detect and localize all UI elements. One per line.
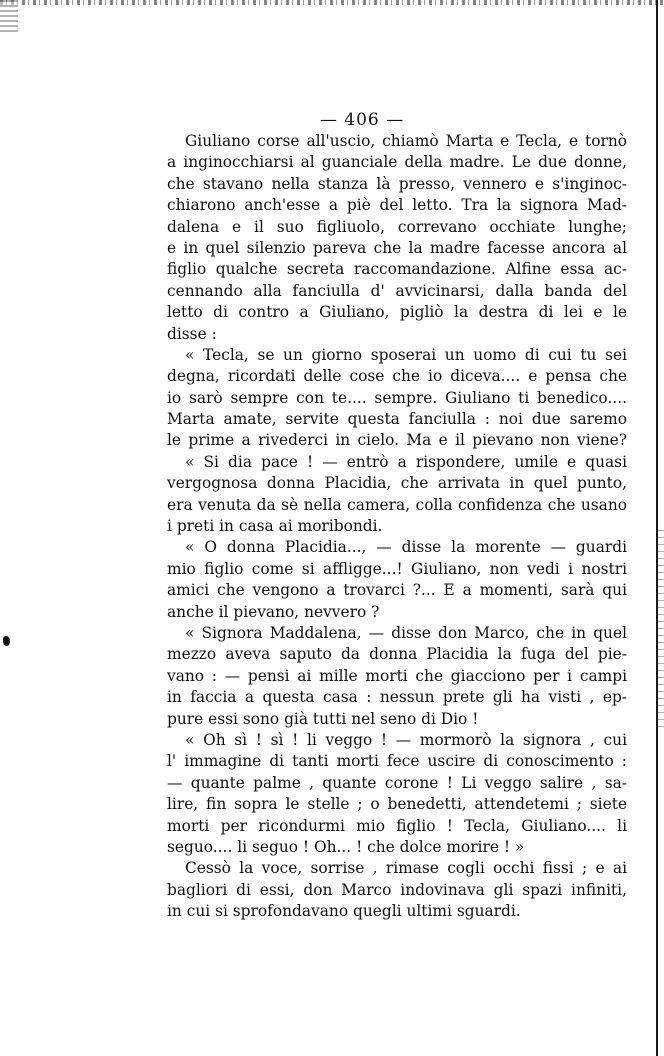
text-line: dalena e il suo figliuolo, correvano occhiate lunghe; (167, 217, 627, 236)
text-line: disse : (167, 324, 217, 343)
text-line: pure essi sono già tutti nel seno di Dio ! (167, 709, 479, 728)
text-line: cennando alla fanciulla d' avvicinarsi, dalla banda del (167, 281, 627, 300)
text-line: Marta amate, servite questa fanciulla : noi due saremo (167, 410, 627, 429)
scan-right-strip-artifact (658, 530, 664, 730)
text-line: Cessò la voce, sorrise , rimase cogli occhi fissi ; e ai (185, 859, 627, 878)
text-line: « Si dia pace ! — entrò a rispondere, umile e quasi (185, 452, 627, 471)
text-line: e in quel silenzio pareva che la madre facesse ancora al (167, 238, 627, 257)
text-line: bagliori di essi, don Marco indovinava gli spazi infiniti, (167, 880, 627, 899)
text-line: vano : — pensi ai mille morti che giacciono per i campi (167, 666, 627, 685)
page-number: — 406 — (319, 110, 405, 130)
text-line: che stavano nella stanza là presso, vennero e s'inginoc- (167, 174, 627, 193)
text-line: figlio qualche secreta raccomandazione. Alfine essa ac- (167, 260, 627, 279)
text-line: l' immagine di tanti morti fece uscire di conoscimento : (167, 752, 627, 771)
text-line: morti per ricondurmi mio figlio ! Tecla, Giuliano.... li (167, 816, 627, 835)
text-line: a inginocchiarsi al guanciale della madre. Le due donne, (167, 153, 627, 172)
scan-corner-artifact (0, 0, 18, 34)
text-line: amici che vengono a trovarci ?... E a momenti, sarà qui (167, 581, 627, 600)
ink-blot-mark (3, 636, 10, 646)
scan-right-edge-line (656, 0, 658, 1056)
scan-top-border (0, 0, 664, 5)
body-text (167, 131, 627, 922)
text-line: io sarò sempre con te.... sempre. Giuliano ti benedico.... (167, 388, 627, 407)
text-line: vergognosa donna Placidia, che arrivata in quel punto, (167, 474, 627, 493)
text-line: anche il pievano, nevvero ? (167, 602, 380, 621)
text-line: i preti in casa ai moribondi. (167, 517, 383, 536)
text-line: mio figlio come si affligge...! Giuliano, non vedi i nostri (167, 559, 627, 578)
text-line: era venuta da sè nella camera, colla confidenza che usano (167, 495, 627, 514)
text-line: « Signora Maddalena, — disse don Marco, che in quel (185, 623, 627, 642)
text-line: « Oh sì ! sì ! li veggo ! — mormorò la signora , cui (185, 730, 627, 749)
text-line: mezzo aveva saputo da donna Placidia la fuga del pie- (167, 645, 627, 664)
text-line: in cui si sprofondavano quegli ultimi sguardi. (167, 902, 521, 921)
text-line: — quante palme , quante corone ! Li veggo salire , sa- (167, 773, 627, 792)
text-line: letto di contro a Giuliano, pigliò la destra di lei e le (167, 303, 627, 322)
text-line: lire, fin sopra le stelle ; o benedetti, attendetemi ; siete (167, 795, 627, 814)
text-line: le prime a rivederci in cielo. Ma e il pievano non viene? (167, 431, 627, 450)
text-line: chiarono anch'esse a piè del letto. Tra la signora Mad- (167, 196, 627, 215)
text-line: seguo.... li seguo ! Oh... ! che dolce morire ! » (167, 837, 525, 856)
text-line: degna, ricordati delle cose che io diceva.... e pensa che (167, 367, 627, 386)
text-line: Giuliano corse all'uscio, chiamò Marta e Tecla, e tornò (185, 132, 627, 150)
text-line: « O donna Placidia..., — disse la morente — guardi (185, 538, 627, 557)
text-line: « Tecla, se un giorno sposerai un uomo di cui tu sei (185, 345, 627, 364)
text-line: in faccia a questa casa : nessun prete gli ha visti , ep- (167, 688, 627, 707)
